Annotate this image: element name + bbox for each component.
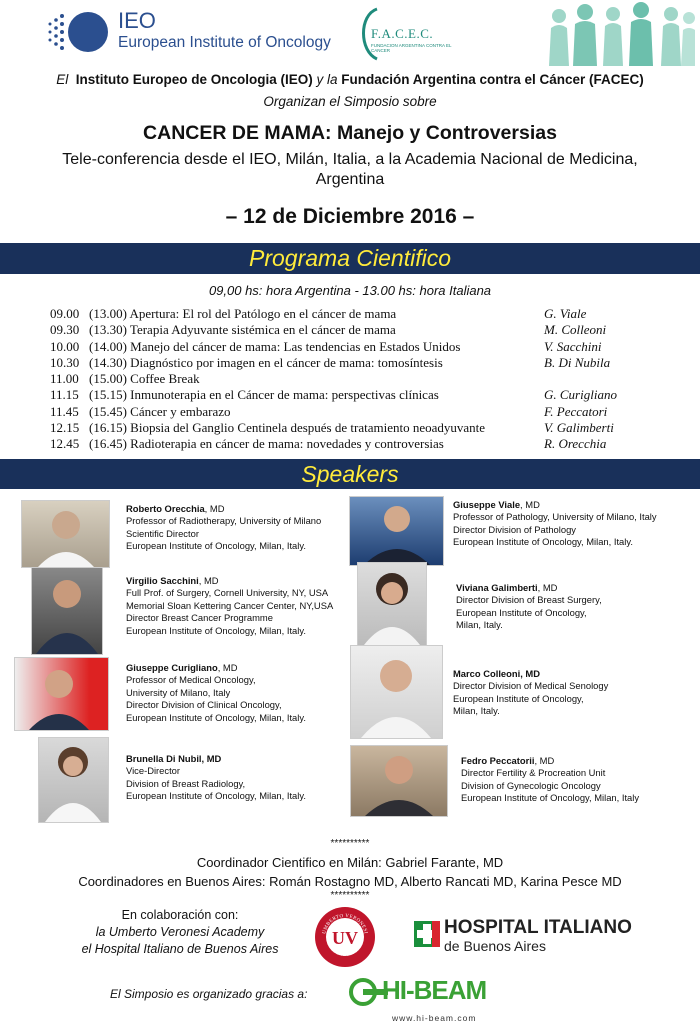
program-title: (16.45) Radioterapia en cáncer de mama: novedades y controversias bbox=[89, 436, 444, 452]
collab-text: En colaboración con: la Umberto Veronesi Academy el Hospital Italiano de Buenos Aires bbox=[81, 908, 279, 956]
program-row bbox=[50, 436, 670, 452]
coordinators-ba: Coordinadores en Buenos Aires: Román Rostagno MD, Alberto Rancati MD, Karina Pesce MD bbox=[78, 874, 622, 889]
speaker-suffix: , MD bbox=[198, 575, 219, 586]
program-speaker: G. Curigliano bbox=[544, 387, 617, 403]
facec-logo bbox=[357, 5, 457, 61]
uv-mark: UV bbox=[332, 928, 358, 948]
facec-sub: FUNDACION ARGENTINA CONTRA EL CANCER bbox=[371, 43, 452, 53]
person-icon bbox=[358, 563, 426, 645]
event-date: – 12 de Diciembre 2016 – bbox=[225, 205, 475, 228]
speaker-suffix: , MD bbox=[217, 662, 238, 673]
person-icon bbox=[351, 746, 447, 816]
program-title: (16.15) Biopsia del Ganglio Centinela después de tratamiento neoadyuvante bbox=[89, 420, 486, 436]
speaker-affiliation: Director Breast Cancer Programme bbox=[126, 612, 273, 624]
speaker-name: Viviana Galimberti bbox=[456, 582, 538, 593]
speaker-affiliation: Professor of Pathology, University of Milano, Italy bbox=[453, 511, 657, 523]
times-note: 09,00 hs: hora Argentina - 13.00 hs: hora Italiana bbox=[208, 283, 492, 298]
speaker-suffix: , MD bbox=[520, 499, 540, 510]
speaker-affiliation: European Institute of Oncology, Milan, Italy. bbox=[453, 536, 633, 548]
program-speaker: M. Colleoni bbox=[544, 322, 607, 338]
svg-text:UMBERTO VERONESI: UMBERTO VERONESI bbox=[322, 913, 368, 935]
facec-abbr: F.A.C.E.C. bbox=[371, 26, 434, 41]
program-speaker: G. Viale bbox=[544, 306, 587, 321]
speaker-name: Brunella Di Nubil, MD bbox=[126, 753, 222, 764]
speaker-affiliation: Milan, Italy. bbox=[453, 705, 500, 717]
ieo-name: European Institute of Oncology bbox=[118, 34, 331, 51]
page-subtitle: Tele-conferencia desde el IEO, Milán, Italia, a la Academia Nacional de Medicina, Argentina bbox=[62, 151, 638, 188]
program-time: 10.00 bbox=[50, 338, 80, 354]
program-title: (13.00) Apertura: El rol del Patólogo en el cáncer de mama bbox=[89, 306, 397, 321]
speaker-curigliano bbox=[126, 662, 306, 724]
program-row bbox=[50, 387, 670, 403]
program-row bbox=[50, 404, 670, 420]
program-speaker: V. Galimberti bbox=[544, 420, 614, 436]
speaker-photo-galimberti bbox=[357, 562, 427, 646]
program-title: (13.30) Terapia Adyuvante sistémica en el cáncer de mama bbox=[89, 322, 396, 338]
person-icon bbox=[350, 497, 443, 565]
speaker-photo-orecchia bbox=[21, 500, 110, 568]
program-row bbox=[50, 355, 670, 371]
program-time: 09.00 bbox=[50, 306, 80, 321]
speaker-dinubila bbox=[126, 753, 306, 803]
speaker-sacchini bbox=[126, 575, 333, 637]
women-silhouettes-icon bbox=[545, 2, 695, 66]
program-title: (15.15) Inmunoterapia en el Cáncer de mama: perspectivas clínicas bbox=[89, 387, 439, 403]
speaker-affiliation: Director Fertility & Procreation Unit bbox=[461, 767, 606, 779]
intro-line-1: El Instituto Europeo de Oncologia (IEO) y la Fundación Argentina contra el Cáncer (FACEC) bbox=[56, 72, 644, 87]
program-speaker: R. Orecchia bbox=[544, 436, 607, 452]
coordinator-milan: Coordinador Cientifico en Milán: Gabriel Farante, MD bbox=[196, 855, 504, 870]
speaker-affiliation: Professor of Medical Oncology, bbox=[126, 674, 256, 686]
speaker-name: Roberto Orecchia bbox=[126, 503, 205, 514]
page-title: CANCER DE MAMA: Manejo y Controversias bbox=[143, 122, 557, 144]
program-title: (15.45) Cáncer y embarazo bbox=[89, 403, 231, 419]
uv-academy-logo bbox=[313, 905, 377, 969]
person-icon bbox=[22, 501, 109, 567]
speaker-photo-sacchini bbox=[31, 567, 103, 655]
program-title: (14.30) Diagnóstico por imagen en el cáncer de mama: tomosíntesis bbox=[89, 354, 443, 370]
program-heading: Programa Cientifico bbox=[0, 243, 700, 274]
program-speaker: B. Di Nubila bbox=[544, 354, 611, 370]
speaker-affiliation: Director Division of Clinical Oncology, bbox=[126, 699, 282, 711]
speaker-affiliation: Full Prof. of Surgery, Cornell University, NY, USA bbox=[126, 587, 329, 599]
speaker-affiliation: Milan, Italy. bbox=[456, 619, 503, 631]
speaker-colleoni bbox=[453, 668, 608, 718]
ieo-abbr: IEO bbox=[118, 8, 156, 33]
speaker-photo-curigliano bbox=[14, 657, 109, 731]
hospital-cross-icon bbox=[414, 921, 440, 947]
speaker-photo-peccatori bbox=[350, 745, 448, 817]
speaker-peccatori bbox=[461, 755, 639, 805]
program-row bbox=[50, 371, 670, 387]
person-icon bbox=[39, 738, 108, 822]
program-time: 11.15 bbox=[50, 387, 79, 403]
speakers-heading: Speakers bbox=[0, 459, 700, 489]
person-icon bbox=[351, 646, 442, 738]
speaker-affiliation: European Institute of Oncology, bbox=[453, 692, 584, 704]
program-row bbox=[50, 306, 670, 322]
speaker-name: Fedro Peccatorii bbox=[461, 755, 535, 766]
program-row bbox=[50, 339, 670, 355]
ieo-logo bbox=[44, 6, 354, 56]
speaker-affiliation: Scientific Director bbox=[126, 527, 199, 539]
speaker-photo-dinubila bbox=[38, 737, 109, 823]
speaker-affiliation: European Institute of Oncology, Milan, Italy. bbox=[126, 711, 306, 723]
program-time: 09.30 bbox=[50, 322, 80, 338]
speaker-affiliation: Memorial Sloan Kettering Cancer Center, NY,USA bbox=[126, 599, 334, 611]
speaker-suffix: , MD bbox=[534, 755, 555, 766]
hibeam-logo: HI-BEAM www.hi-beam.com bbox=[348, 975, 518, 1025]
speaker-name: Giuseppe Curigliano bbox=[126, 662, 218, 673]
person-icon bbox=[15, 658, 108, 730]
speaker-affiliation: European Institute of Oncology, Milan, Italy bbox=[461, 792, 640, 804]
svg-text:ACADEMY: ACADEMY bbox=[330, 948, 360, 958]
program-time: 12.15 bbox=[50, 420, 80, 436]
speaker-name: Giuseppe Viale bbox=[453, 499, 521, 510]
speaker-suffix: , MD bbox=[537, 582, 558, 593]
program-speaker: V. Sacchini bbox=[544, 338, 602, 354]
speaker-affiliation: Professor of Radiotherapy, University of Milano bbox=[126, 515, 322, 527]
speaker-affiliation: European Institute of Oncology, Milan, Italy. bbox=[126, 624, 306, 636]
speaker-photo-viale bbox=[349, 496, 444, 566]
program-time: 11.00 bbox=[50, 371, 79, 387]
hospital-logo: HOSPITAL ITALIANO de Buenos Aires bbox=[414, 917, 644, 957]
speaker-affiliation: European Institute of Oncology, Milan, Italy. bbox=[126, 540, 306, 552]
speaker-name: Marco Colleoni, MD bbox=[453, 668, 540, 679]
speaker-affiliation: Director Division of Medical Senology bbox=[453, 680, 609, 692]
program-list bbox=[50, 306, 670, 453]
speaker-affiliation: Director Division of Breast Surgery, bbox=[456, 594, 602, 606]
speaker-affiliation: Division of Breast Radiology, bbox=[126, 777, 246, 789]
ieo-dots-icon bbox=[44, 10, 114, 54]
program-time: 10.30 bbox=[50, 354, 80, 370]
sponsor-text: El Simposio es organizado gracias a: bbox=[110, 987, 308, 1001]
separator-bottom: ********** bbox=[330, 890, 370, 901]
person-icon bbox=[32, 568, 102, 654]
speaker-name: Virgilio Sacchini bbox=[126, 575, 199, 586]
speaker-affiliation: Vice-Director bbox=[126, 765, 181, 777]
separator-top: ********** bbox=[330, 838, 370, 849]
speaker-affiliation: Director Division of Pathology bbox=[453, 523, 576, 535]
speaker-affiliation: European Institute of Oncology, bbox=[456, 606, 587, 618]
speaker-suffix: , MD bbox=[204, 503, 225, 514]
speaker-affiliation: European Institute of Oncology, Milan, Italy. bbox=[126, 790, 306, 802]
program-time: 12.45 bbox=[50, 436, 80, 452]
speaker-galimberti bbox=[456, 582, 602, 632]
speaker-photo-colleoni bbox=[350, 645, 443, 739]
program-row bbox=[50, 420, 670, 436]
speaker-orecchia bbox=[126, 503, 321, 553]
program-row bbox=[50, 322, 670, 338]
speaker-viale bbox=[453, 499, 657, 549]
intro-line-2: Organizan el Simposio sobre bbox=[263, 94, 437, 109]
program-speaker: F. Peccatori bbox=[544, 403, 608, 419]
program-title: (14.00) Manejo del cáncer de mama: Las tendencias en Estados Unidos bbox=[89, 338, 461, 354]
program-title: (15.00) Coffee Break bbox=[89, 371, 200, 387]
speaker-affiliation: University of Milano, Italy bbox=[126, 686, 231, 698]
program-time: 11.45 bbox=[50, 403, 79, 419]
speaker-affiliation: Division of Gynecologic Oncology bbox=[461, 779, 601, 791]
